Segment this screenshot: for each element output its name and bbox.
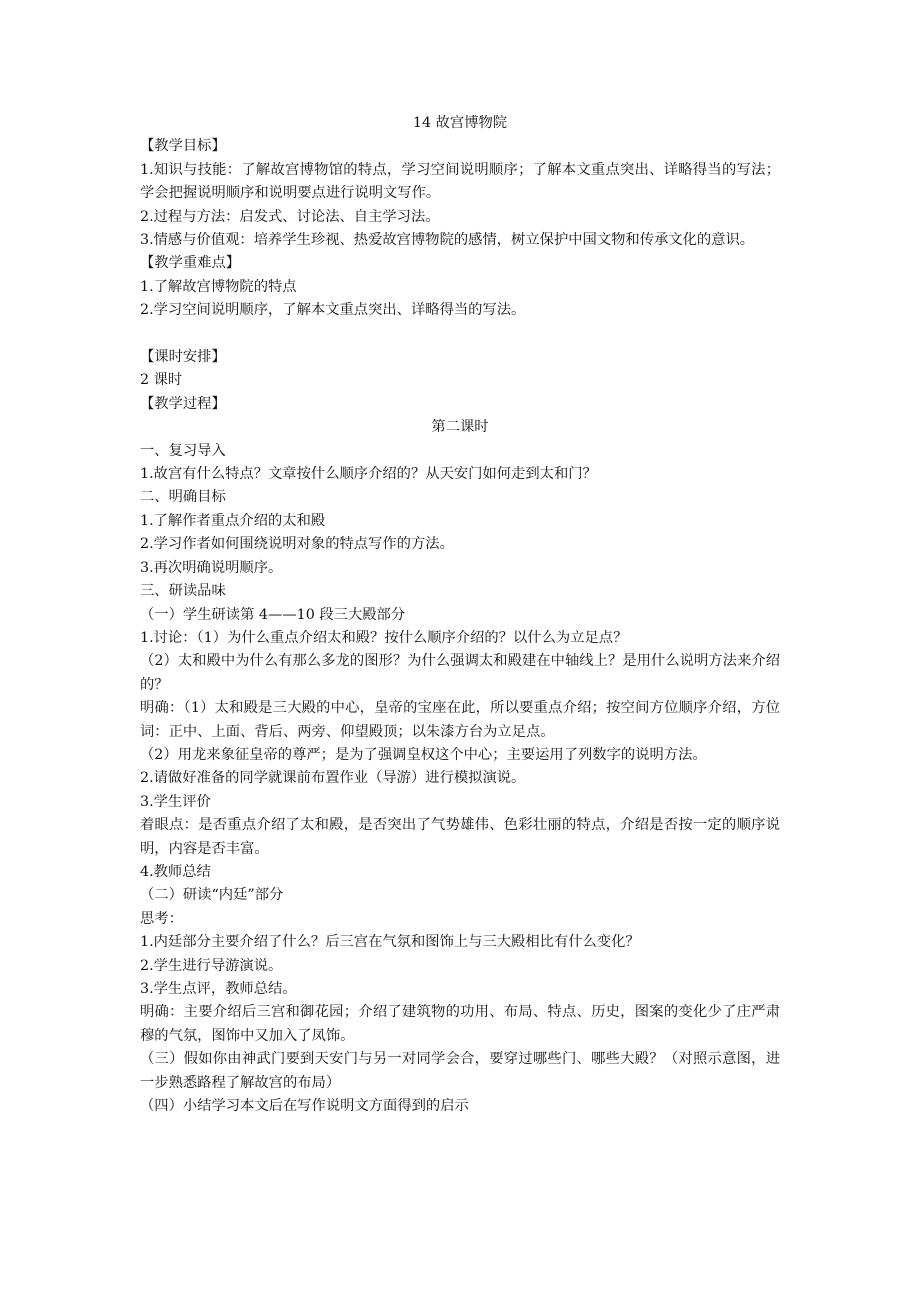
line-goal-1: 1.知识与技能：了解故宫博物馆的特点，学习空间说明顺序；了解本文重点突出、详略得当的写法；学会把握说明顺序和说明要点进行说明文写作。 xyxy=(140,161,780,202)
line-sec-3-a-2: （2）太和殿中为什么有那么多龙的图形？为什么强调太和殿建在中轴线上？是用什么说明方法来介绍的？ xyxy=(140,653,780,693)
line-sec-3-a-4-detail: 着眼点：是否重点介绍了太和殿，是否突出了气势雄伟、色彩壮丽的特点，介绍是否按一定的顺序说明，内容是否丰富。 xyxy=(140,817,780,857)
line-sec-3-a-1: 1.讨论：（1）为什么重点介绍太和殿？按什么顺序介绍的？以什么为立足点？ xyxy=(140,629,628,646)
line-sec-3-c: （三）假如你由神武门要到天安门与另一对同学会合，要穿过哪些门、哪些大殿？（对照示意图，进一步熟悉路程了解故宫的布局） xyxy=(140,1051,780,1091)
line-sec-3: 三、研读品味 xyxy=(140,583,226,600)
line-sec-2-1: 1.了解作者重点介绍的太和殿 xyxy=(140,512,326,529)
line-schedule-value: 2 课时 xyxy=(140,372,183,389)
line-sec-3-a-ans1: 明确：（1）太和殿是三大殿的中心，皇帝的宝座在此，所以要重点介绍；按空间方位顺序介绍，方位词：正中、上面、背后、两旁、仰望殿顶；以朱漆方台为立足点。 xyxy=(140,700,780,740)
line-goal-2: 2.过程与方法：启发式、讨论法、自主学习法。 xyxy=(140,208,440,225)
line-key-points-header: 【教学重难点】 xyxy=(140,255,241,272)
line-key-point-2: 2.学习空间说明顺序，了解本文重点突出、详略得当的写法。 xyxy=(140,302,526,319)
line-sec-3-d: （四）小结学习本文后在写作说明文方面得到的启示 xyxy=(140,1098,469,1115)
line-sec-3-a-ans2: （2）用龙来象征皇帝的尊严；是为了强调皇权这个中心；主要运用了列数字的说明方法。 xyxy=(140,746,707,763)
line-sec-3-b-think: 思考： xyxy=(140,910,183,927)
line-sec-2: 二、明确目标 xyxy=(140,489,226,506)
line-sec-3-a-4: 3.学生评价 xyxy=(140,793,211,810)
line-sec-1-q1: 1.故宫有什么特点？文章按什么顺序介绍的？从天安门如何走到太和门？ xyxy=(140,466,597,483)
line-sec-1: 一、复习导入 xyxy=(140,442,226,459)
line-sec-3-b: （二）研读“内廷”部分 xyxy=(140,887,284,904)
line-sec-3-b-2: 2.学生进行导游演说。 xyxy=(140,957,283,974)
line-lesson-title: 第二课时 xyxy=(431,419,489,436)
line-sec-3-a-5: 4.教师总结 xyxy=(140,863,211,880)
line-process-header: 【教学过程】 xyxy=(140,395,226,412)
line-sec-3-a-3: 2.请做好准备的同学就课前布置作业（导游）进行模拟演说。 xyxy=(140,770,526,787)
line-sec-3-b-ans: 明确：主要介绍后三宫和御花园；介绍了建筑物的功用、布局、特点、历史，图案的变化少了庄严肃穆的气氛，图饰中又加入了凤饰。 xyxy=(140,1004,780,1044)
document-body xyxy=(140,112,780,1118)
line-key-point-1: 1.了解故宫博物院的特点 xyxy=(140,278,297,295)
line-sec-3-b-1: 1.内廷部分主要介绍了什么？后三宫在气氛和图饰上与三大殿相比有什么变化？ xyxy=(140,934,640,951)
line-blank-1 xyxy=(140,323,780,346)
line-sec-3-a: （一）学生研读第 4——10 段三大殿部分 xyxy=(140,606,406,623)
document-title: 14 故宫博物院 xyxy=(412,115,508,131)
line-sec-3-b-3: 3.学生点评，教师总结。 xyxy=(140,981,297,998)
line-goal-3: 3.情感与价值观：培养学生珍视、热爱故宫博物院的感情，树立保护中国文物和传承文化的意识。 xyxy=(140,232,755,249)
line-schedule-header: 【课时安排】 xyxy=(140,349,226,366)
line-goals-header: 【教学目标】 xyxy=(140,138,226,155)
line-sec-2-3: 3.再次明确说明顺序。 xyxy=(140,559,283,576)
line-sec-2-2: 2.学习作者如何围绕说明对象的特点写作的方法。 xyxy=(140,536,454,553)
